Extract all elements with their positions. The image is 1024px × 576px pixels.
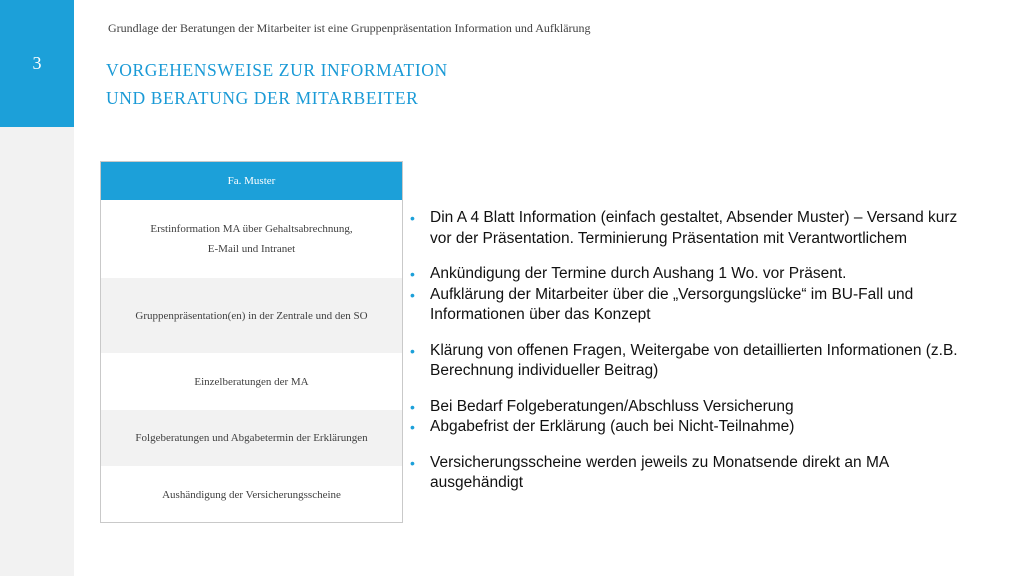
bullet-item (410, 417, 970, 438)
bullet-dot-icon: • (410, 342, 415, 359)
process-steps-table (100, 161, 403, 523)
step-label: Aushändigung der Versicherungsscheine (162, 488, 341, 501)
bullet-item (410, 285, 970, 326)
bullet-dot-icon: • (410, 419, 415, 435)
bullet-text: Klärung von offenen Fragen, Weitergabe von detaillierten Informationen (z.B. Berechnung individueller Beitrag) (430, 341, 958, 379)
bullet-dot-icon: • (410, 210, 415, 226)
step-row-aushaendigung (101, 466, 402, 522)
page-number: 3 (32, 53, 42, 73)
step-label: Einzelberatungen der MA (194, 375, 309, 388)
bullet-list (410, 208, 970, 494)
bullet-item (410, 453, 970, 494)
step-label: Folgeberatungen und Abgabetermin der Erklärungen (135, 432, 368, 444)
bullet-text: Aufklärung der Mitarbeiter über die „Versorgungslücke“ im BU-Fall und Informationen über das Konzept (430, 285, 914, 323)
steps-header-label: Fa. Muster (227, 175, 276, 187)
bullet-dot-icon: • (410, 454, 415, 471)
bullet-dot-icon: • (410, 266, 415, 282)
bullet-text: Din A 4 Blatt Information (einfach gestaltet, Absender Muster) – Versand kurz vor der Präsentation. Terminierung Präsentation mit Verantwortlichem (430, 209, 958, 247)
bullet-item (410, 208, 970, 249)
slide-title (106, 56, 448, 112)
slide-title-line-2: UND BERATUNG DER MITARBEITER (106, 88, 419, 108)
bullet-text: Bei Bedarf Folgeberatungen/Abschluss Versicherung (430, 397, 794, 415)
page-number-box (0, 0, 74, 127)
bullet-text: Abgabefrist der Erklärung (auch bei Nicht-Teilnahme) (430, 418, 795, 435)
bullet-item (410, 397, 970, 418)
bullet-dot-icon: • (410, 286, 415, 303)
slide-subtitle: Grundlage der Beratungen der Mitarbeiter ist eine Gruppenpräsentation Information und Aufklärung (108, 21, 591, 35)
step-row-gruppenpraesentation (101, 277, 402, 353)
steps-header (101, 162, 402, 200)
step-label: Gruppenpräsentation(en) in der Zentrale und den SO (135, 309, 368, 322)
bullet-item (410, 341, 970, 382)
bullet-dot-icon: • (410, 398, 415, 415)
step-row-folgeberatungen (101, 409, 402, 466)
bullet-item (410, 264, 970, 285)
step-label: Erstinformation MA über Gehaltsabrechnung, E-Mail und Intranet (150, 223, 353, 255)
bullet-text: Versicherungsscheine werden jeweils zu Monatsende direkt an MA ausgehändigt (430, 453, 889, 491)
slide-title-line-1: VORGEHENSWEISE ZUR INFORMATION (106, 60, 448, 80)
step-row-erstinformation (101, 200, 402, 277)
step-row-einzelberatungen (101, 353, 402, 409)
bullet-text: Ankündigung der Termine durch Aushang 1 Wo. vor Präsent. (430, 265, 847, 282)
